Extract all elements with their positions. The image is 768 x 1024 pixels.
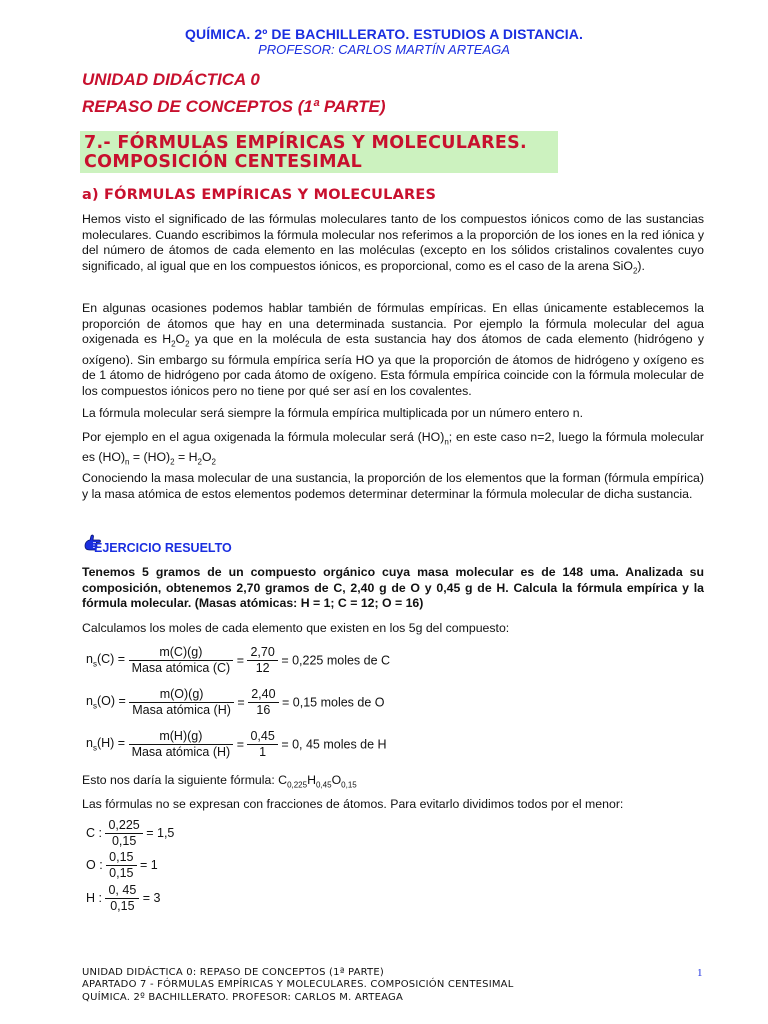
paragraph-4: Por ejemplo en el agua oxigenada la fórmula molecular será $(HO)_n$; en este caso n=2, luego la fórmula molecular es $(HO)_n = (HO)_2 = H_2O_2$ <box>82 430 704 467</box>
ratio-h: H : $\frac{0, 45}{0,15}$ = 3 <box>86 883 161 913</box>
equation-moles-o: $n_s(O)$ = $\frac{m(O)(g)}{\text{Masa atómica (H)}}$ = $\frac{2,40}{16}$ = 0,15 moles de O <box>86 687 385 717</box>
ratio-c: C : $\frac{0,225}{0,15}$ = 1,5 <box>86 818 175 848</box>
equation-moles-c: $n_s(C)$ = $\frac{m(C)(g)}{\text{Masa atómica (C)}}$ = $\frac{2,70}{12}$ = 0,225 moles de C <box>86 645 391 675</box>
document-header-author: PROFESOR: CARLOS MARTÍN ARTEAGA <box>258 42 510 57</box>
unit-subtitle: REPASO DE CONCEPTOS (1ª PARTE) <box>82 97 386 116</box>
fraction: $\frac{2,40}{16}$ <box>248 687 278 718</box>
page-number: 1 <box>697 967 703 979</box>
fraction: $\frac{0,45}{1}$ <box>247 729 277 760</box>
fraction: $\frac{m(H)(g)}{\text{Masa atómica (H)}}$ <box>129 729 234 760</box>
fraction: $\frac{m(C)(g)}{\text{Masa atómica (C)}}$ <box>129 645 234 676</box>
exercise-statement: Tenemos 5 gramos de un compuesto orgánico cuya masa molecular es de 148 uma. Analizada su composición, obtenemos 2,70 gramos de C, 2,40 g de O y 0,45 g de H. Calcula la fórmula empírica y la fórmula molecular. (Masas atómicas: H = 1; C = 12; O = 16) <box>82 565 704 611</box>
equation-moles-h: $n_s(H)$ = $\frac{m(H)(g)}{\text{Masa atómica (H)}}$ = $\frac{0,45}{1}$ = 0, 45 moles de H <box>86 729 387 759</box>
footer-line2: APARTADO 7 - FÓRMULAS EMPÍRICAS Y MOLECULARES. COMPOSICIÓN CENTESIMAL <box>82 979 514 991</box>
fraction: $\frac{m(O)(g)}{\text{Masa atómica (H)}}$ <box>129 687 234 718</box>
footer-line1: UNIDAD DIDÁCTICA 0: REPASO DE CONCEPTOS (1ª PARTE) <box>82 967 384 978</box>
section-title-line2: COMPOSICIÓN CENTESIMAL <box>84 152 363 172</box>
paragraph-3: La fórmula molecular será siempre la fórmula empírica multiplicada por un número entero n. <box>82 406 583 420</box>
exercise-label: EJERCICIO RESUELTO <box>94 541 232 555</box>
document-header-title: QUÍMICA. 2º DE BACHILLERATO. ESTUDIOS A DISTANCIA. <box>185 26 583 42</box>
ratio-o: O : $\frac{0,15}{0,15}$ = 1 <box>86 850 158 880</box>
section-title <box>84 134 554 172</box>
section-title-line1: 7.- FÓRMULAS EMPÍRICAS Y MOLECULARES. <box>84 133 527 153</box>
unit-title: UNIDAD DIDÁCTICA 0 <box>82 70 260 89</box>
exercise-intro: Calculamos los moles de cada elemento que existen en los 5g del compuesto: <box>82 621 510 635</box>
page-footer <box>82 967 513 1004</box>
divide-instruction: Las fórmulas no se expresan con fracciones de átomos. Para evitarlo dividimos todos por el menor: <box>82 797 624 811</box>
exercise-header <box>82 534 232 561</box>
paragraph-1: Hemos visto el significado de las fórmulas moleculares tanto de los compuestos iónicos como de las sustancias moleculares. Cuando escribimos la fórmula molecular nos referimos a la proporción de los iones en la red iónica y del número de átomos de cada elemento en las moléculas (excepto en los sólidos cristalinos covalentes cuyo significado, al igual que en los compuestos iónicos, es proporcional, como es el caso de la arena SiO$_2$). <box>82 212 704 276</box>
subsection-title: a) FÓRMULAS EMPÍRICAS Y MOLECULARES <box>82 187 437 203</box>
fraction: $\frac{2,70}{12}$ <box>247 645 277 676</box>
paragraph-2: En algunas ocasiones podemos hablar también de fórmulas empíricas. En ellas únicamente establecemos la proporción de átomos que hay en una determinada sustancia. Por ejemplo la fórmula molecular del agua oxigenada es $H_2O_2$ ya que en la molécula de esta sustancia hay dos átomos de cada elemento (hidrógeno y oxígeno). Sin embargo su fórmula empírica sería HO ya que la proporción de átomos de hidrógeno y oxígeno es de 1 átomo de hidrógeno por cada átomo de oxígeno. Esta fórmula empírica coincide con la fórmula molecular de los compuestos iónicos pero no tiene por qué ser así en los covalentes. <box>82 301 704 398</box>
footer-line3: QUÍMICA. 2º BACHILLERATO. PROFESOR: CARLOS M. ARTEAGA <box>82 991 403 1003</box>
paragraph-5: Conociendo la masa molecular de una sustancia, la proporción de los elementos que la forman (fórmula empírica) y la masa atómica de estos elementos podemos determinar determinar la fórmula molecular de dicha sustancia. <box>82 471 704 501</box>
formula-line: Esto nos daría la siguiente fórmula: $C_{0,225}H_{0,45}O_{0,15}$ <box>82 773 357 790</box>
